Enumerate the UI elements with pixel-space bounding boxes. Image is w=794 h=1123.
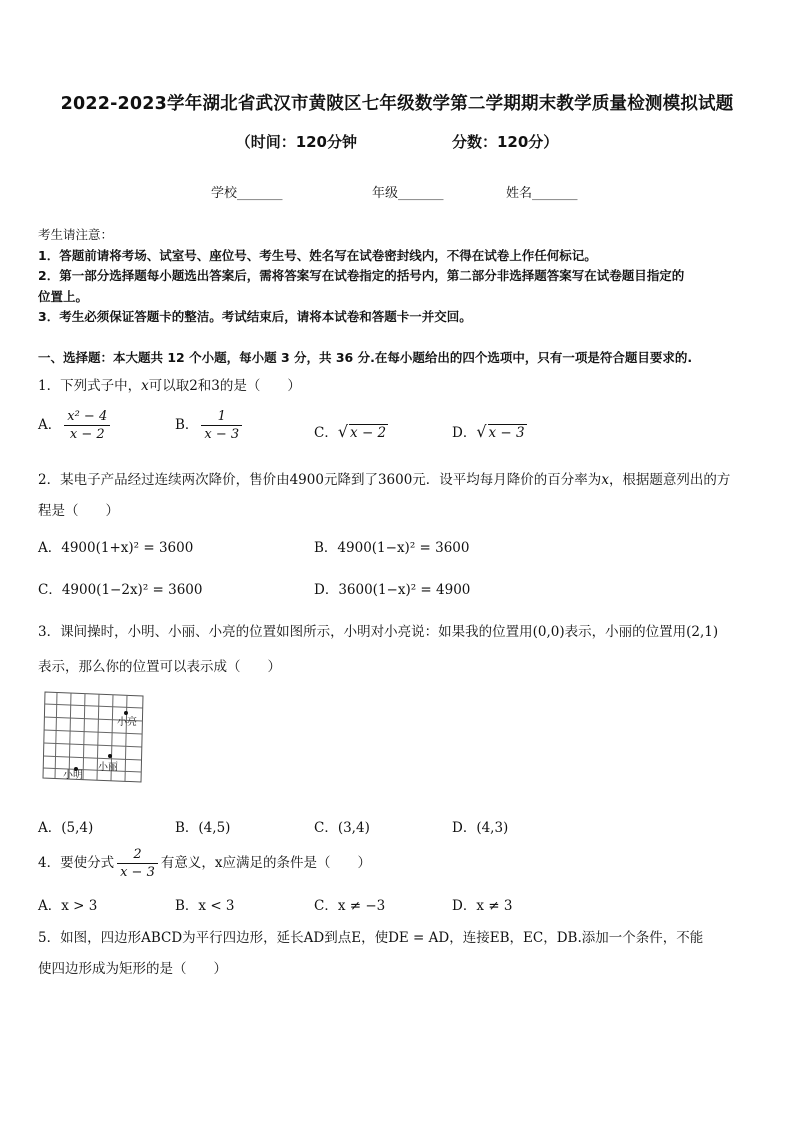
q4-option-c[interactable]: C．x ≠ −3 (314, 898, 386, 914)
q2-option-d[interactable]: D．3600(1−x)² = 4900 (314, 582, 471, 598)
ming-label: 小明 (63, 770, 83, 781)
position-grid-figure (40, 688, 150, 788)
question-3-stem-cont: 表示，那么你的位置可以表示成（ ） (38, 659, 281, 675)
school-field: 学校_______ (211, 186, 283, 201)
q3-option-a[interactable]: A．(5,4) (38, 820, 94, 836)
q2-option-a[interactable]: A．4900(1+x)² = 3600 (38, 540, 194, 556)
exam-info (0, 131, 794, 152)
q1-option-a[interactable]: A． $\frac{\text{x² − 4}}{x - 2}$ (38, 409, 113, 442)
question-5-stem-cont: 使四边形成为矩形的是（ ） (38, 961, 227, 977)
page-title: 2022-2023学年湖北省武汉市黄陂区七年级数学第二学期期末教学质量检测模拟试题 (60, 94, 734, 114)
q3-option-d[interactable]: D．(4,3) (452, 820, 509, 836)
notice-item: 位置上。 (38, 289, 89, 304)
score-info: 分数：120分） (452, 133, 559, 151)
q3-option-c[interactable]: C．(3,4) (314, 820, 370, 836)
notice-item: 3．考生必须保证答题卡的整洁。考试结束后，请将本试卷和答题卡一并交回。 (38, 309, 472, 324)
liang-point (124, 711, 128, 715)
q2-option-b[interactable]: B．4900(1−x)² = 3600 (314, 540, 470, 556)
notice-item: 1．答题前请将考场、试室号、座位号、考生号、姓名写在试卷密封线内，不得在试卷上作任何标记。 (38, 248, 597, 263)
question-2-stem-cont: 程是（ ） (38, 503, 119, 519)
section-heading: 一、选择题：本大题共 12 个小题，每小题 3 分，共 36 分.在每小题给出的四个选项中，只有一项是符合题目要求的. (38, 350, 693, 365)
q4-option-d[interactable]: D．x ≠ 3 (452, 898, 513, 914)
q1-option-b[interactable]: B． $\frac{1}{x - 3}$ (175, 409, 245, 442)
name-field: 姓名_______ (506, 186, 578, 201)
question-2-stem: 2．某电子产品经过连续两次降价，售价由4900元降到了3600元．设平均每月降价的百分率为x，根据题意列出的方 (38, 472, 731, 488)
q2-option-c[interactable]: C．4900(1−2x)² = 3600 (38, 582, 203, 598)
notice-heading: 考生请注意： (38, 227, 114, 242)
q4-option-a[interactable]: A．x > 3 (38, 898, 98, 914)
q1-option-d[interactable]: D．√ x − 3 (452, 422, 525, 441)
li-label: 小丽 (98, 762, 118, 773)
question-3-stem: 3．课间操时，小明、小丽、小亮的位置如图所示，小明对小亮说：如果我的位置用(0,0)表示，小丽的位置用(2,1) (38, 624, 719, 640)
q3-option-b[interactable]: B．(4,5) (175, 820, 231, 836)
question-4-stem: 4．要使分式 $\frac{2}{x - 3}$ 有意义，x应满足的条件是（ ） (38, 847, 371, 880)
notice-item: 2．第一部分选择题每小题选出答案后，需将答案写在试卷指定的括号内，第二部分非选择题答案写在试卷题目指定的 (38, 268, 685, 283)
time-info: （时间：120分钟 (235, 133, 357, 151)
q1-option-c[interactable]: C．√ x − 2 (314, 422, 387, 441)
question-1-stem: 1．下列式子中，x可以取2和3的是（ ） (38, 378, 301, 394)
question-5-stem: 5．如图，四边形ABCD为平行四边形，延长AD到点E，使DE = AD，连接EB，EC，DB.添加一个条件，不能 (38, 930, 704, 946)
q4-option-b[interactable]: B．x < 3 (175, 898, 235, 914)
liang-label: 小亮 (117, 717, 137, 728)
li-point (108, 754, 112, 758)
grade-field: 年级_______ (372, 186, 444, 201)
